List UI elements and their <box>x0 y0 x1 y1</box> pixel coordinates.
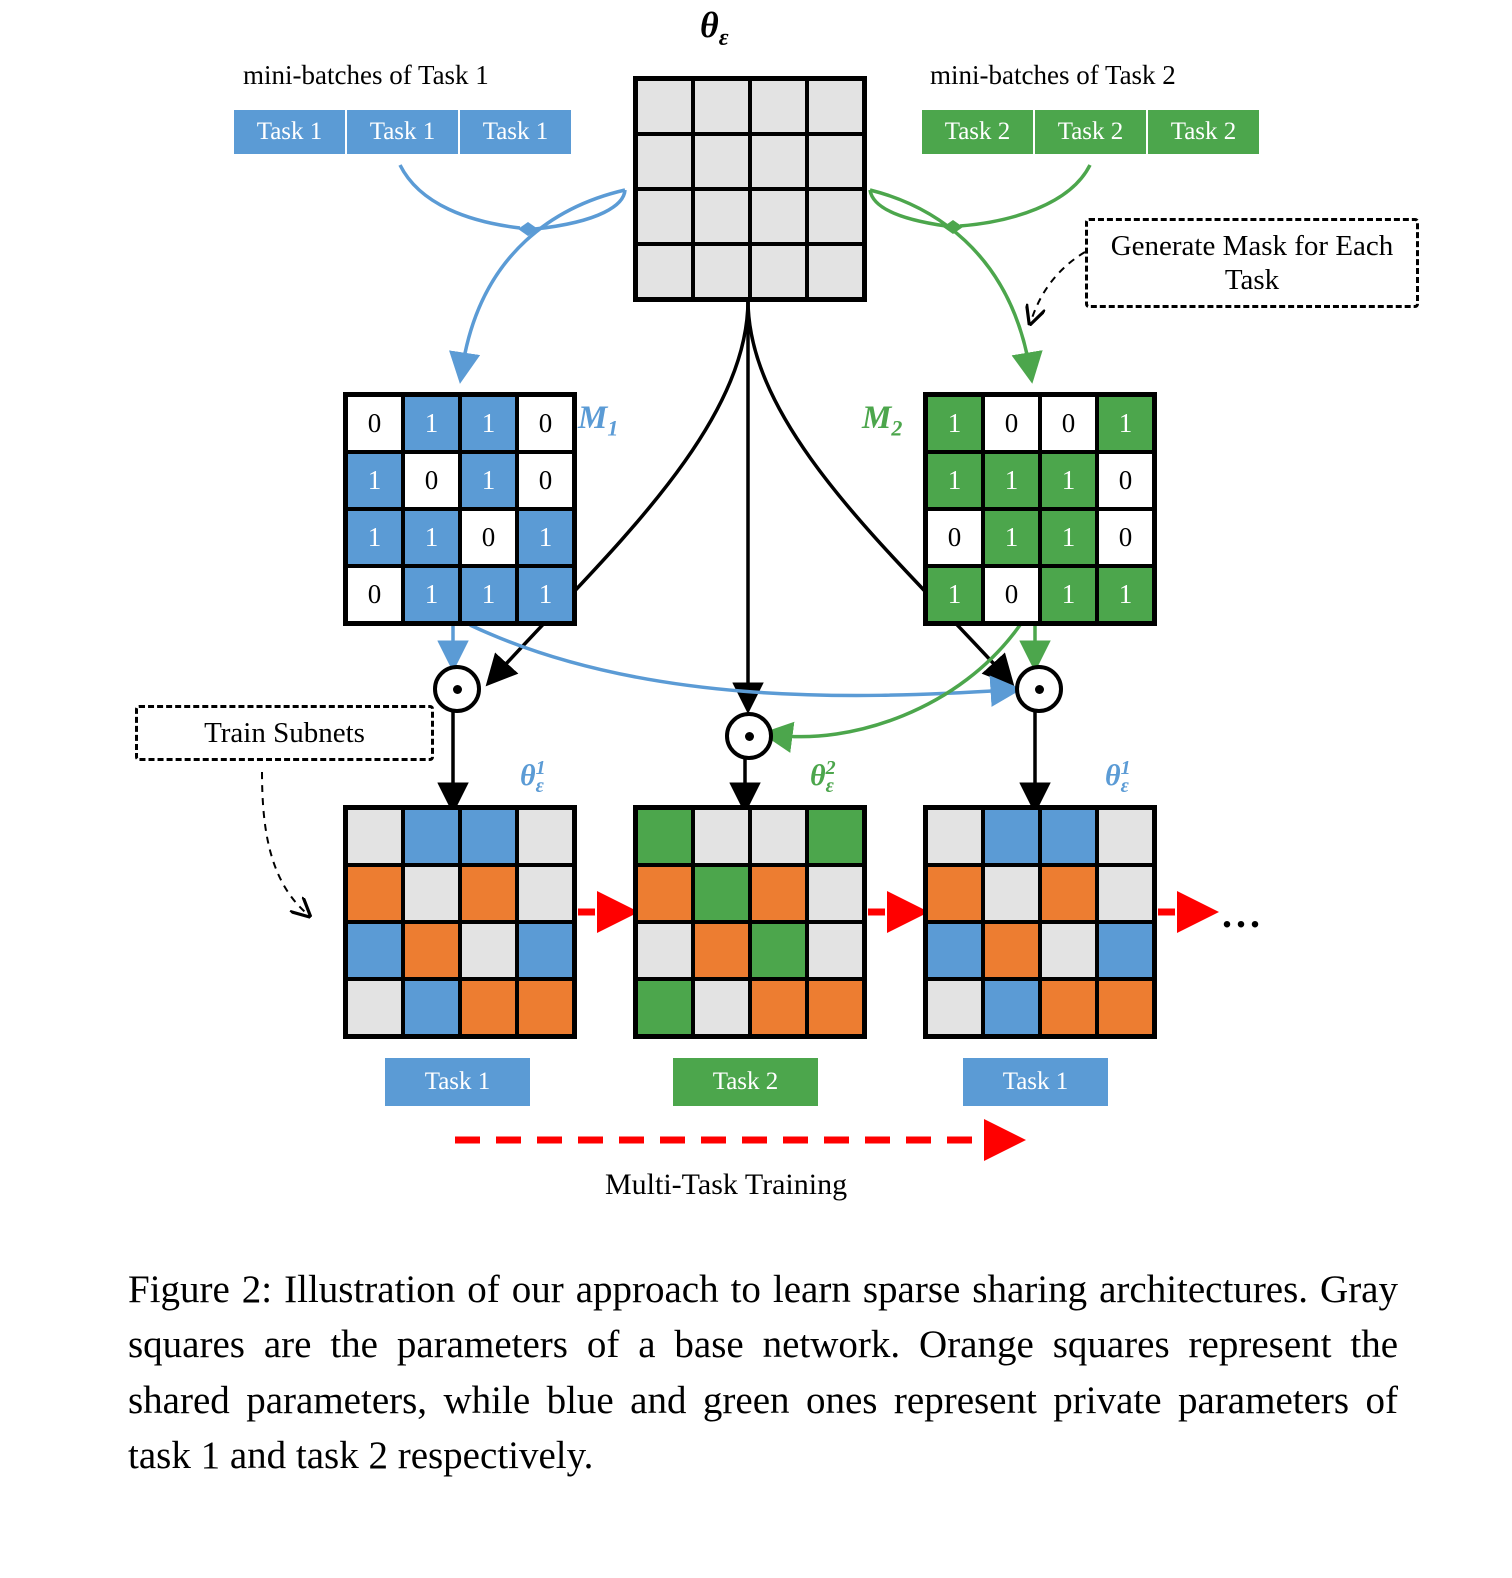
subnet-3-theta-label <box>1105 757 1129 798</box>
grid-cell <box>693 865 750 922</box>
figure-caption: Figure 2: Illustration of our approach to learn sparse sharing architectures. Gray squares are the parameters of a base network. Orange squares represent the shared parameters, while blue and green ones represent private parameters of task 1 and task 2 respectively. <box>128 1268 1398 1478</box>
grid-cell <box>750 808 807 865</box>
grid-cell <box>750 244 807 299</box>
grid-cell <box>693 808 750 865</box>
grid-cell: 1 <box>926 452 983 509</box>
grid-cell: 1 <box>460 395 517 452</box>
grid-cell: 0 <box>346 395 403 452</box>
grid-cell <box>807 189 864 244</box>
grid-cell <box>460 979 517 1036</box>
mask-1-subscript: 1 <box>607 415 619 441</box>
grid-cell: 1 <box>346 452 403 509</box>
theta-subscript: ε <box>825 775 834 797</box>
theta-symbol: θ <box>810 759 826 792</box>
grid-cell: 0 <box>983 395 1040 452</box>
grid-cell: 1 <box>403 566 460 623</box>
grid-cell <box>460 865 517 922</box>
odot-dot <box>1035 685 1044 694</box>
mask-1-grid <box>343 392 577 626</box>
grid-cell <box>926 808 983 865</box>
theta-subscript: ε <box>718 25 729 52</box>
grid-cell: 1 <box>460 452 517 509</box>
grid-cell <box>807 244 864 299</box>
grid-cell: 1 <box>403 509 460 566</box>
grid-cell <box>460 808 517 865</box>
base-network-theta-label <box>700 4 729 52</box>
grid-cell <box>926 922 983 979</box>
mask-1-label <box>578 400 618 442</box>
grid-cell <box>346 808 403 865</box>
grid-cell: 0 <box>1097 509 1154 566</box>
grid-cell <box>636 808 693 865</box>
grid-cell: 1 <box>346 509 403 566</box>
grid-cell <box>1097 808 1154 865</box>
grid-cell: 0 <box>926 509 983 566</box>
minibatch-task1-caption: mini-batches of Task 1 <box>243 60 489 90</box>
grid-cell: 1 <box>1097 395 1154 452</box>
grid-cell <box>807 134 864 189</box>
minibatch-task2-chips <box>922 110 1259 154</box>
minibatch-chip: Task 1 <box>347 110 460 154</box>
grid-cell <box>1040 808 1097 865</box>
grid-cell <box>750 979 807 1036</box>
grid-cell <box>403 979 460 1036</box>
grid-cell <box>636 134 693 189</box>
grid-cell <box>750 922 807 979</box>
grid-cell <box>693 244 750 299</box>
grid-cell <box>403 808 460 865</box>
elementwise-product-node-3 <box>1015 665 1063 713</box>
grid-cell <box>807 922 864 979</box>
grid-cell <box>636 865 693 922</box>
grid-cell: 1 <box>403 395 460 452</box>
minibatch-chip: Task 2 <box>922 110 1035 154</box>
callout-generate-mask: Generate Mask for Each Task <box>1085 218 1419 308</box>
elementwise-product-node-2 <box>725 712 773 760</box>
grid-cell <box>750 865 807 922</box>
grid-cell <box>1040 922 1097 979</box>
grid-cell <box>517 922 574 979</box>
grid-cell <box>1040 865 1097 922</box>
subnet-2-theta-label <box>810 757 834 798</box>
subnet-2-grid <box>633 805 867 1039</box>
grid-cell: 0 <box>1040 395 1097 452</box>
grid-cell <box>983 979 1040 1036</box>
grid-cell <box>983 808 1040 865</box>
minibatch-task1-chips <box>234 110 571 154</box>
grid-cell <box>346 922 403 979</box>
grid-cell <box>1097 865 1154 922</box>
minibatch-task2-caption: mini-batches of Task 2 <box>930 60 1176 90</box>
grid-cell: 1 <box>1040 566 1097 623</box>
grid-cell <box>403 922 460 979</box>
mask-2-symbol: M <box>862 400 892 436</box>
grid-cell: 1 <box>1040 509 1097 566</box>
grid-cell <box>517 865 574 922</box>
grid-cell <box>403 865 460 922</box>
grid-cell <box>636 189 693 244</box>
grid-cell <box>1097 979 1154 1036</box>
minibatch-chip: Task 1 <box>460 110 571 154</box>
subnet-2-task-tag: Task 2 <box>673 1058 818 1106</box>
grid-cell <box>750 189 807 244</box>
subnet-1-grid <box>343 805 577 1039</box>
odot-dot <box>453 685 462 694</box>
elementwise-product-node-1 <box>433 665 481 713</box>
grid-cell: 0 <box>983 566 1040 623</box>
grid-cell <box>460 922 517 979</box>
grid-cell <box>750 79 807 134</box>
grid-cell <box>517 979 574 1036</box>
theta-symbol: θ <box>1105 759 1121 792</box>
grid-cell <box>807 808 864 865</box>
mask-2-subscript: 2 <box>891 415 903 441</box>
continuation-ellipsis: ... <box>1222 891 1264 936</box>
minibatch-chip: Task 2 <box>1148 110 1259 154</box>
grid-cell <box>1097 922 1154 979</box>
grid-cell: 0 <box>1097 452 1154 509</box>
subnet-3-grid <box>923 805 1157 1039</box>
subnet-1-task-tag: Task 1 <box>385 1058 530 1106</box>
grid-cell: 1 <box>1097 566 1154 623</box>
grid-cell <box>693 979 750 1036</box>
base-network-grid <box>633 76 867 302</box>
grid-cell <box>636 244 693 299</box>
theta-superscript: 1 <box>535 757 546 779</box>
grid-cell: 0 <box>517 452 574 509</box>
mask-2-label <box>862 400 902 442</box>
grid-cell: 0 <box>403 452 460 509</box>
grid-cell <box>807 79 864 134</box>
mask-1-symbol: M <box>578 400 608 436</box>
grid-cell <box>807 979 864 1036</box>
grid-cell <box>983 865 1040 922</box>
grid-cell <box>1040 979 1097 1036</box>
multi-task-training-label: Multi-Task Training <box>605 1168 848 1201</box>
grid-cell <box>636 979 693 1036</box>
grid-cell: 1 <box>517 566 574 623</box>
grid-cell <box>636 922 693 979</box>
theta-symbol: θ <box>520 759 536 792</box>
mask-2-grid <box>923 392 1157 626</box>
grid-cell: 0 <box>460 509 517 566</box>
theta-superscript: 2 <box>825 757 836 779</box>
grid-cell: 1 <box>517 509 574 566</box>
minibatch-chip: Task 2 <box>1035 110 1148 154</box>
grid-cell <box>693 79 750 134</box>
grid-cell: 1 <box>926 566 983 623</box>
grid-cell <box>693 134 750 189</box>
subnet-3-task-tag: Task 1 <box>963 1058 1108 1106</box>
grid-cell <box>693 189 750 244</box>
grid-cell <box>807 865 864 922</box>
grid-cell <box>517 808 574 865</box>
grid-cell <box>750 134 807 189</box>
grid-cell <box>636 79 693 134</box>
grid-cell <box>693 922 750 979</box>
grid-cell: 1 <box>926 395 983 452</box>
grid-cell: 0 <box>517 395 574 452</box>
grid-cell: 1 <box>460 566 517 623</box>
grid-cell <box>983 922 1040 979</box>
theta-symbol: θ <box>700 5 719 45</box>
minibatch-chip: Task 1 <box>234 110 347 154</box>
grid-cell: 0 <box>346 566 403 623</box>
grid-cell <box>926 979 983 1036</box>
callout-train-subnets: Train Subnets <box>135 705 434 761</box>
odot-dot <box>745 732 754 741</box>
grid-cell: 1 <box>983 509 1040 566</box>
grid-cell: 1 <box>1040 452 1097 509</box>
theta-subscript: ε <box>1120 775 1129 797</box>
theta-subscript: ε <box>535 775 544 797</box>
subnet-1-theta-label <box>520 757 544 798</box>
theta-superscript: 1 <box>1120 757 1131 779</box>
grid-cell <box>926 865 983 922</box>
grid-cell <box>346 979 403 1036</box>
grid-cell: 1 <box>983 452 1040 509</box>
grid-cell <box>346 865 403 922</box>
